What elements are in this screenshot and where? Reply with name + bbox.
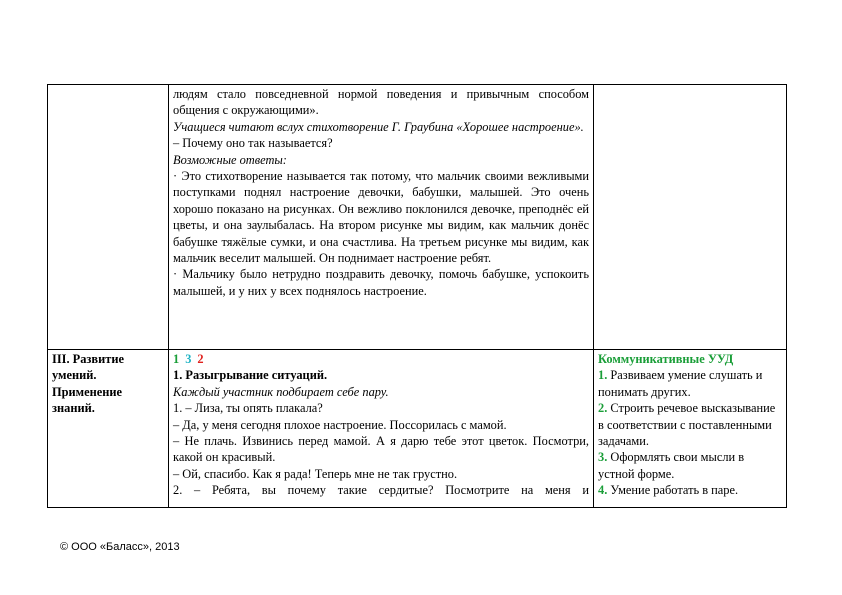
stage-cell-empty	[48, 85, 169, 350]
dialogue-line: – Ой, спасибо. Как я рада! Теперь мне не так грустно.	[173, 466, 458, 481]
level-numbers	[173, 351, 589, 367]
instruction-text: Каждый участник подбирает себе пару.	[173, 384, 389, 399]
uud-item-text: Развиваем умение слушать и понимать других.	[598, 368, 763, 399]
uud-item-number: 3.	[598, 450, 608, 465]
uud-cell-empty	[594, 85, 787, 350]
dialogue-line: 2. – Ребята, вы почему такие сердитые? Посмотрите на меня и	[173, 483, 589, 498]
uud-item-number: 2.	[598, 401, 608, 416]
stage-title: знаний.	[52, 401, 95, 416]
section-heading: 1. Разыгрывание ситуаций.	[173, 368, 328, 383]
dialogue-line: 1. – Лиза, ты опять плакала?	[173, 401, 323, 416]
uud-item-number: 1.	[598, 368, 608, 383]
stage-title: Применение	[52, 384, 123, 399]
stage-cell	[48, 350, 169, 508]
uud-item	[598, 482, 782, 498]
answers-label: Возможные ответы:	[173, 152, 287, 167]
uud-cell	[594, 350, 787, 508]
uud-item	[598, 449, 782, 482]
level-3: 3	[185, 352, 192, 366]
stage-title: III. Развитие	[52, 352, 124, 366]
uud-item-number: 4.	[598, 483, 608, 498]
answer-paragraph: · Мальчику было нетрудно поздравить девочку, помочь бабушке, успокоить малышей, и у них у всех поднялось настроение.	[173, 267, 589, 298]
uud-item-text: Умение работать в паре.	[610, 483, 739, 498]
activity-cell	[169, 350, 594, 508]
uud-title: Коммуникативные УУД	[598, 352, 734, 366]
uud-item-text: Строить речевое высказывание в соответствии с поставленными задачами.	[598, 401, 776, 449]
lesson-table	[47, 84, 787, 508]
level-1: 1	[173, 352, 180, 366]
dialogue-line: – Не плачь. Извинись перед мамой. А я дарю тебе этот цветок. Посмотри, какой он красивый.	[173, 434, 589, 465]
table-row	[48, 85, 787, 350]
question-text: – Почему оно так называется?	[173, 136, 333, 151]
uud-item	[598, 367, 782, 400]
copyright-footer: © ООО «Баласс», 2013	[60, 541, 180, 553]
answer-paragraph: · Это стихотворение называется так потому, что мальчик своими вежливыми поступками поднял настроение девочки, бабушки, малышей. Это очень хорошо показано на рисунках. Он вежливо поклонился девочке, преподнёс ей цветы, и она заулыбалась. На втором рисунке мы видим, как мальчик донёс бабушке тяжёлые сумки, и она счастлива. На третьем рисунке мы видим, как мальчик веселит малышей. Он поднимает настроение ребят.	[173, 169, 589, 266]
table-row	[48, 350, 787, 508]
uud-item	[598, 400, 782, 449]
text-paragraph: людям стало повседневной нормой поведения и привычным способом общения с окружающими».	[173, 87, 589, 118]
dialogue-line: – Да, у меня сегодня плохое настроение. Поссорилась с мамой.	[173, 417, 507, 432]
uud-item-text: Оформлять свои мысли в устной форме.	[598, 450, 745, 481]
level-2: 2	[197, 352, 204, 366]
instruction-text: Учащиеся читают вслух стихотворение Г. Граубина «Хорошее настроение».	[173, 119, 584, 134]
stage-title: умений.	[52, 368, 97, 383]
activity-cell	[169, 85, 594, 350]
